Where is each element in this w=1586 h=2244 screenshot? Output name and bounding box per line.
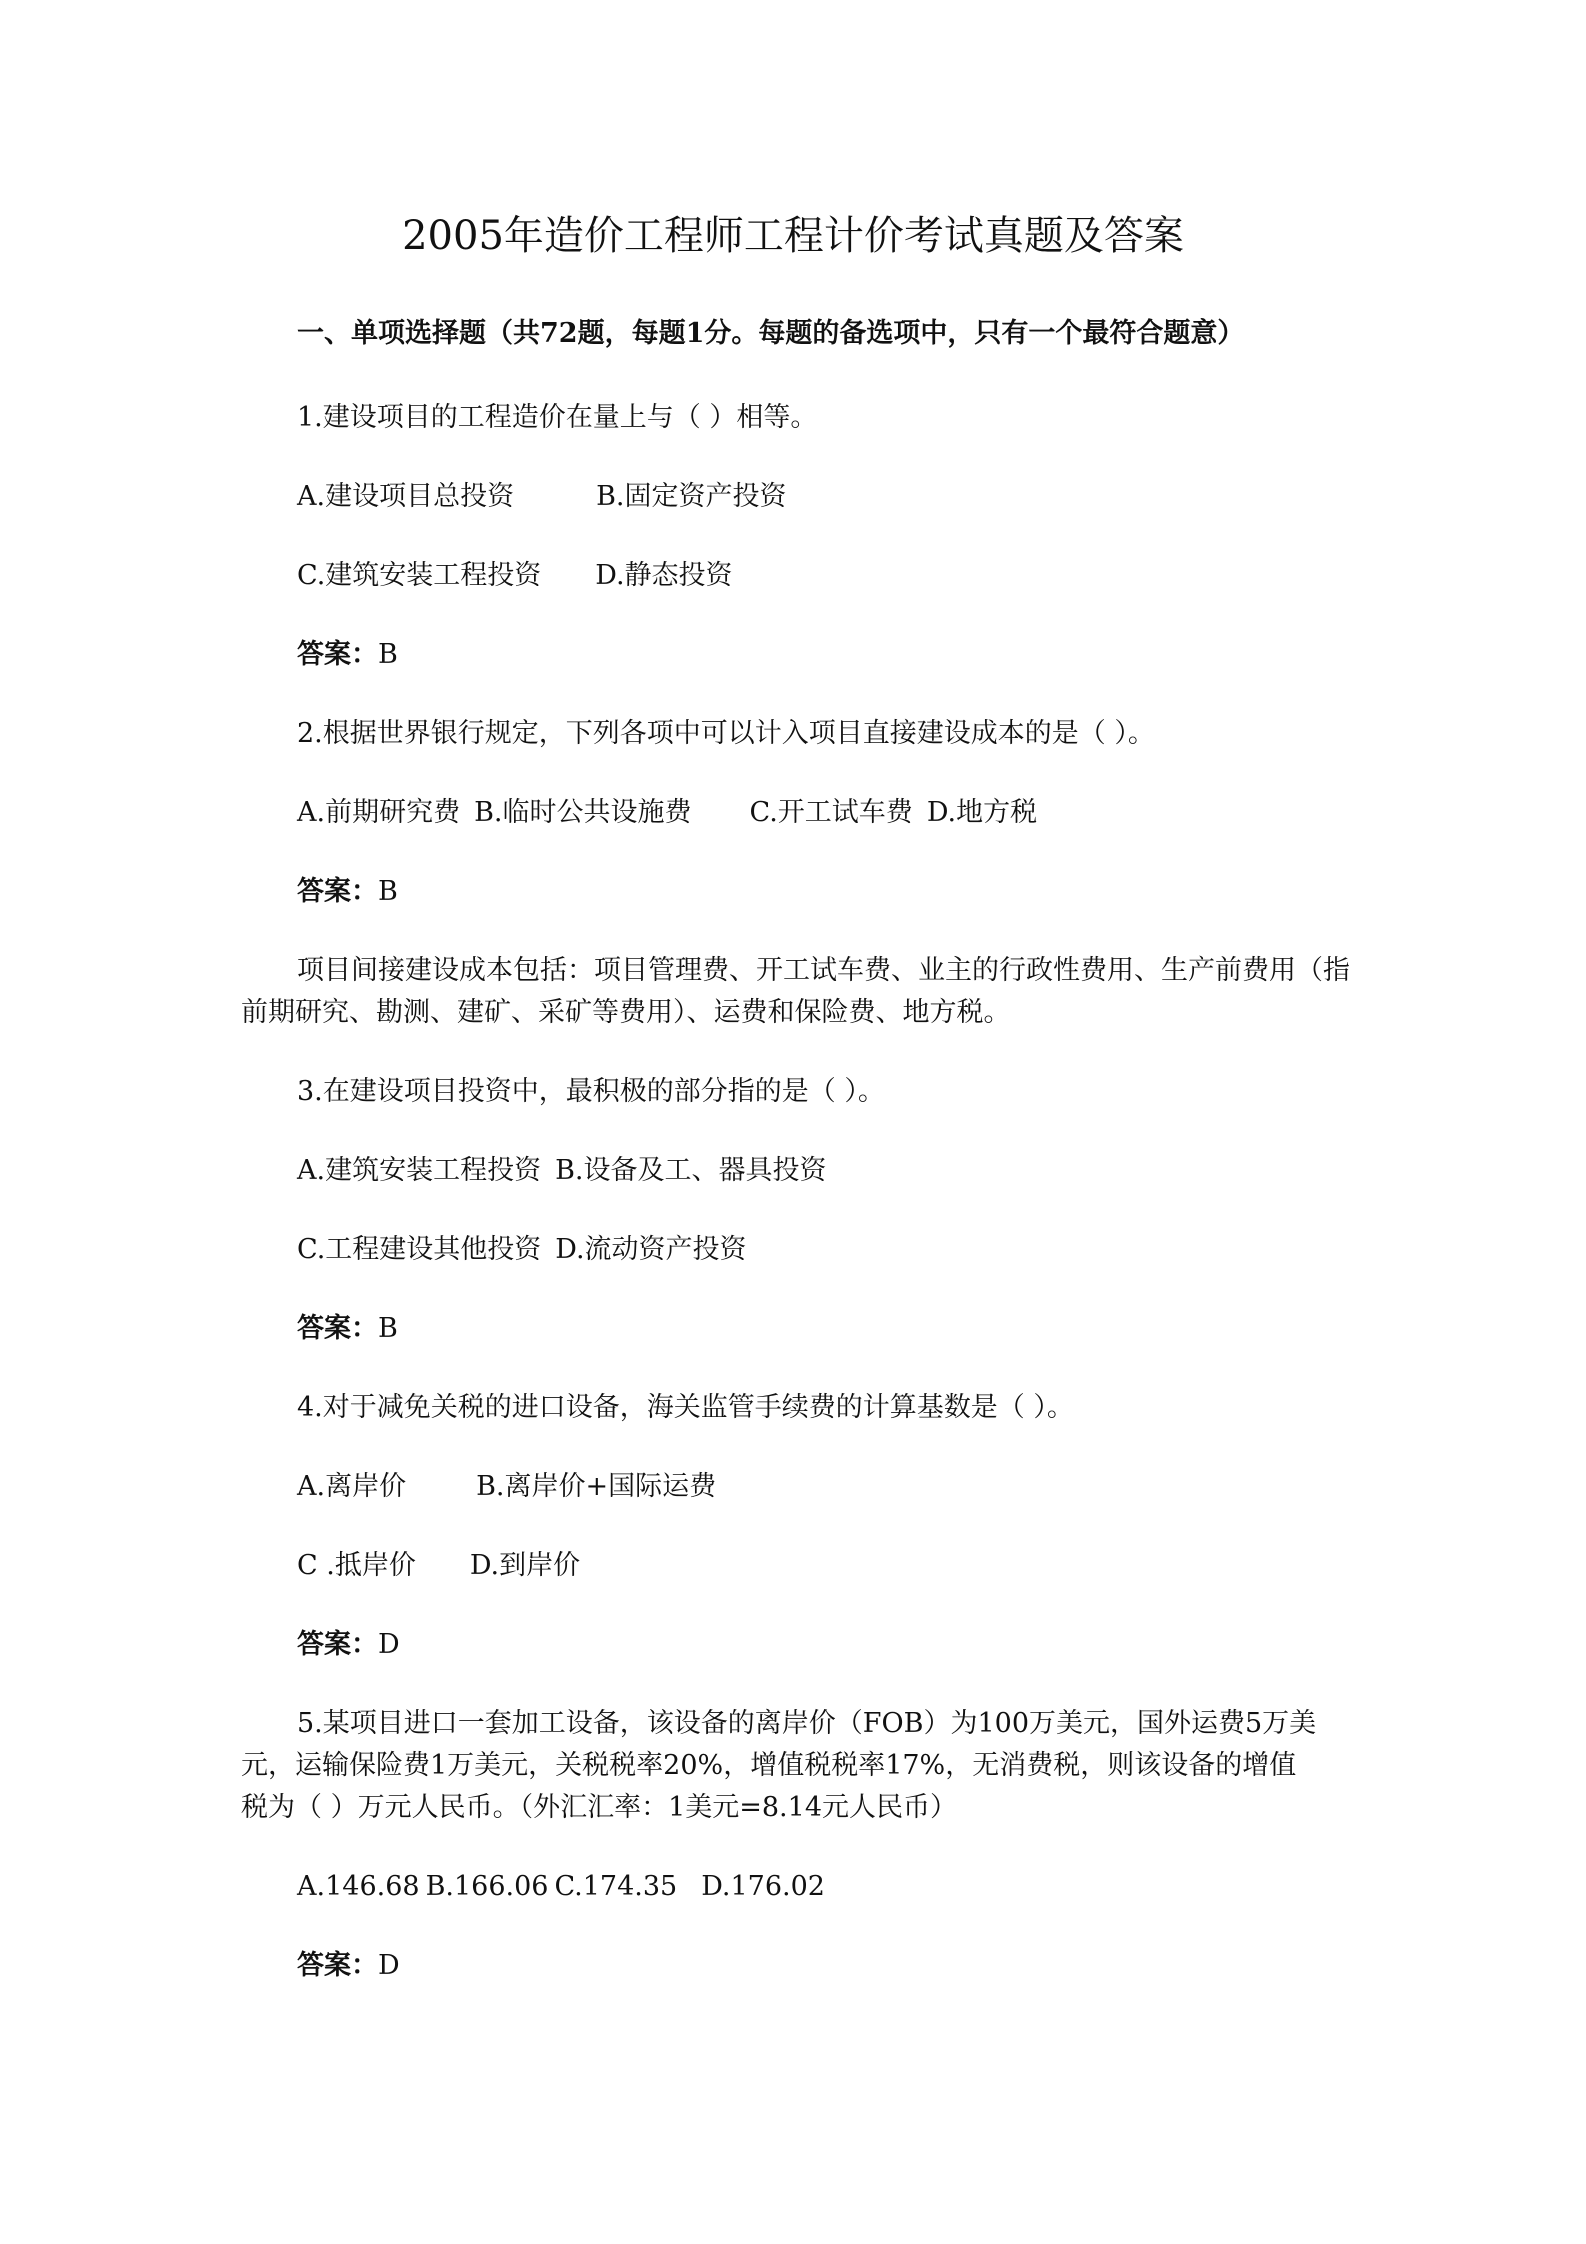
question-2-option-b: B.临时公共设施费 xyxy=(474,797,692,828)
question-4-stem: 4.对于减免关税的进口设备，海关监管手续费的计算基数是（ ）。 xyxy=(297,1392,1074,1423)
question-1-option-b: B.固定资产投资 xyxy=(596,481,787,512)
question-5-stem-line-3: 税为（ ）万元人民币。（外汇汇率：1美元=8.14元人民币） xyxy=(241,1792,957,1823)
question-1-stem: 1.建设项目的工程造价在量上与（ ）相等。 xyxy=(297,402,818,433)
question-1-answer xyxy=(297,635,398,675)
answer-label: 答案： xyxy=(297,1313,378,1344)
question-2-note-line-1: 项目间接建设成本包括：项目管理费、开工试车费、业主的行政性费用、生产前费用（指 xyxy=(297,955,1350,986)
answer-label: 答案： xyxy=(297,1629,378,1660)
answer-value: B xyxy=(378,876,398,907)
answer-value: B xyxy=(378,639,398,670)
answer-value: D xyxy=(378,1629,400,1660)
question-5-option-a: A.146.68 xyxy=(297,1871,420,1902)
question-5-answer xyxy=(297,1946,400,1986)
question-4-option-b: B.离岸价+国际运费 xyxy=(476,1471,717,1502)
question-2-note-line-2: 前期研究、勘测、建矿、采矿等费用）、运费和保险费、地方税。 xyxy=(241,997,1011,1028)
question-4-option-d: D.到岸价 xyxy=(469,1550,581,1581)
question-3-option-d: D.流动资产投资 xyxy=(555,1234,747,1265)
question-3-option-b: B.设备及工、器具投资 xyxy=(555,1155,827,1186)
question-4-option-c: C .抵岸价 xyxy=(297,1550,416,1581)
question-3-stem: 3.在建设项目投资中，最积极的部分指的是（ ）。 xyxy=(297,1076,885,1107)
answer-label: 答案： xyxy=(297,1950,378,1981)
question-3-option-c: C.工程建设其他投资 xyxy=(297,1234,542,1265)
question-5-option-c: C.174.35 xyxy=(554,1871,678,1902)
question-5-options-row-1 xyxy=(297,1867,825,1907)
question-1-option-c: C.建筑安装工程投资 xyxy=(297,560,542,591)
question-2-options-row-1 xyxy=(297,793,1037,833)
question-5-option-d: D.176.02 xyxy=(701,1871,825,1902)
answer-label: 答案： xyxy=(297,639,378,670)
question-3-options-row-2 xyxy=(297,1230,747,1270)
question-3-option-a: A.建筑安装工程投资 xyxy=(297,1155,542,1186)
question-1-options-row-2 xyxy=(297,556,733,596)
question-5-stem-line-2: 元，运输保险费1万美元，关税税率20%，增值税税率17%，无消费税，则该设备的增值 xyxy=(241,1750,1297,1781)
question-1-options-row-1 xyxy=(297,477,787,517)
question-3-answer xyxy=(297,1309,398,1349)
question-4-answer xyxy=(297,1625,400,1665)
answer-label: 答案： xyxy=(297,876,378,907)
question-4-option-a: A.离岸价 xyxy=(297,1471,407,1502)
question-2-option-a: A.前期研究费 xyxy=(297,797,461,828)
question-5-stem-line-1: 5.某项目进口一套加工设备，该设备的离岸价（FOB）为100万美元，国外运费5万美 xyxy=(297,1708,1317,1739)
question-2-answer xyxy=(297,872,398,912)
answer-value: B xyxy=(378,1313,398,1344)
question-2-option-c: C.开工试车费 xyxy=(749,797,913,828)
section-heading: 一、单项选择题（共72题，每题1分。每题的备选项中，只有一个最符合题意） xyxy=(297,318,1245,349)
document-title: 2005年造价工程师工程计价考试真题及答案 xyxy=(402,213,1184,259)
question-1-option-a: A.建设项目总投资 xyxy=(297,481,515,512)
question-4-options-row-1 xyxy=(297,1467,716,1507)
question-2-option-d: D.地方税 xyxy=(926,797,1038,828)
question-2-stem: 2.根据世界银行规定，下列各项中可以计入项目直接建设成本的是（ ）。 xyxy=(297,718,1155,749)
answer-value: D xyxy=(378,1950,400,1981)
question-1-option-d: D.静态投资 xyxy=(595,560,733,591)
question-5-option-b: B.166.06 xyxy=(425,1871,549,1902)
question-4-options-row-2 xyxy=(297,1546,580,1586)
question-3-options-row-1 xyxy=(297,1151,827,1191)
